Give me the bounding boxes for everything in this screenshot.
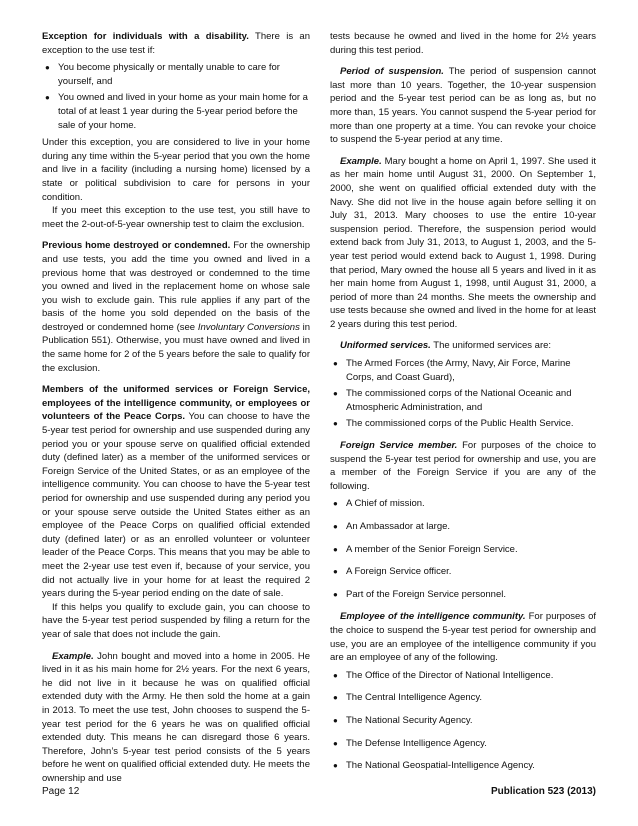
list-item: ● The Defense Intelligence Agency. [330,737,596,751]
members-para2: If this helps you qualify to exclude gain, you can choose to have the 5-year test period suspended by filing a return for the year of sale that does not include the gain. [42,601,310,640]
exception-heading: Exception for individuals with a disability. [42,31,249,42]
intel-text: For purposes of the choice to suspend the 5-year test period for ownership and use, you are an employee of the intelligence community if you are an employee of any of the following. [330,611,596,664]
list-item: ● The commissioned corps of the Public Health Service. [330,417,596,431]
mary-example-text: Mary bought a home on April 1, 1997. She used it as her main home until August 31, 2000. On September 1, 2000, she went on qualified official extended duty with the Navy. She did not live in the house again before selling it on July 31, 2013. Mary chooses to use the entire 10-year suspension period. Therefore, the suspension period would extend back from July 31, 2013, to August 1, 2003, and the 5-year test period would extend back to August 1, 1998. During that period, Mary owned the house all 5 years and lived in it as her main home from August 1, 1998, until August 31, 2000, a period of more than 24 months. She meets the ownership and use tests because she owned and lived in the home for at least 2 years during this test period. [330,155,596,330]
list-item: ● A member of the Senior Foreign Service. [330,543,596,557]
previous-home-paragraph [42,239,310,375]
list-item: ● You become physically or mentally unable to care for yourself, and [42,61,310,88]
period-paragraph [330,65,596,147]
period-text: The period of suspension cannot last more than 10 years. Together, the 10-year suspension period and the 5-year test period can be as long as, but no more than, 15 years. You cannot suspend the 5-year period for more than one property at a time. You can revoke your choice to suspend the 5-year period at any time. [330,66,596,146]
foreign-heading: Foreign Service member. [340,440,458,452]
list-item: ● An Ambassador at large. [330,520,596,534]
mary-example [330,155,596,332]
involuntary-conversions-ref: Involuntary Conversions [197,321,300,333]
list-item: ● The commissioned corps of the National Oceanic and Atmospheric Administration, and [330,387,596,414]
intel-heading: Employee of the intelligence community. [340,611,526,623]
foreign-text: For purposes of the choice to suspend the 5-year test period for ownership and use, you are a member of the Foreign Service if you are any of the following. [330,440,596,492]
uniformed-paragraph [330,339,596,353]
list-item: ● The National Geospatial-Intelligence Agency. [330,759,596,773]
list-item: ● You owned and lived in your home as your main home for a total of at least 1 year during the 5-year period before the sale of your home. [42,91,310,132]
members-paragraph [42,383,310,601]
members-heading: Members of the uniformed services or Foreign Service, employees of the intelligence community, or employees or volunteers of the Peace Corps. [42,384,310,423]
list-item: ● A Foreign Service officer. [330,565,596,579]
uniformed-heading: Uniformed services. [340,340,431,352]
john-example-text: John bought and moved into a home in 2005. He lived in it as his main home for 2½ years. For the next 6 years, he did not live in it because he was on qualified official extended duty with the Army. He then sold the home at a gain in 2013. To meet the use test, John chooses to suspend the 5-year test period for the 6 years he was on qualified official extended duty. This means he can disregard those 6 years. Therefore, John’s 5-year test period consists of the 5 years before he went on qualified official extended duty. He meets the ownership and use [42,650,310,784]
continued-text: tests because he owned and lived in the home for 2½ years during this test period. [330,31,596,56]
list-item: ● The National Security Agency. [330,714,596,728]
list-item: ● The Central Intelligence Agency. [330,691,596,705]
previous-home-text1: For the ownership and use tests, you add the time you owned and lived in a previous home that was destroyed or condemned to the time you owned and lived in the replacement home on whose sale you wish to exclude gain. This rule applies if any part of the basis of the home you sold depended on the basis of the destroyed or condemned home (see [42,240,310,333]
period-heading: Period of suspension. [340,66,444,78]
previous-home-heading: Previous home destroyed or condemned. [42,240,231,252]
right-column [330,30,596,782]
list-item: ● A Chief of mission. [330,497,596,511]
exception-para2: Under this exception, you are considered to live in your home during any time within the 5-year period that you own the home and live in a facility (including a nursing home) licensed by a state or political subdivision to care for persons in your condition. [42,137,310,203]
john-example-label: Example. [52,650,94,662]
intel-list [330,669,596,773]
uniformed-text: The uniformed services are: [430,340,552,352]
uniformed-list [330,357,596,431]
previous-home-text2: in Publication 551). Otherwise, you must have owned and lived in the same home for 2 of the 5 years before the sale to qualify for the exclusion. [42,321,310,374]
list-item: ● The Office of the Director of National Intelligence. [330,669,596,683]
page-number: Page 12 [42,786,80,797]
mary-example-label: Example. [340,155,382,167]
exception-paragraph [42,30,310,57]
exception-text: There is an exception to the use test if: [42,31,310,56]
publication-title: Publication 523 (2013) [490,786,596,797]
john-example [42,650,310,786]
members-text: You can choose to have the 5-year test period for ownership and use suspended during any period you or your spouse serve on qualified official extended duty (defined later) as a member of the uniformed services or Foreign Service of the United States, or as an employee of the intelligence community. You can choose to have the 5-year test period for ownership and use suspended during any period you or your spouse serve outside the United States either as an employee of the Peace Corps on qualified official extended duty (defined later) or as an enrolled volunteer or volunteer leader of the Peace Corps. This means that you may be able to meet the 2-year use test even if, because of your service, you did not actually live in your home for at least the required 2 years during the 5-year period ending on the date of sale. [42,411,310,600]
foreign-paragraph [330,439,596,493]
list-item: ● The Armed Forces (the Army, Navy, Air Force, Marine Corps, and Coast Guard), [330,357,596,384]
intel-paragraph [330,610,596,664]
exception-list [42,61,310,132]
left-column [42,30,310,785]
exception-para3: If you meet this exception to the use test, you still have to meet the 2-out-of-5-year ownership test to claim the exclusion. [42,205,310,230]
list-item: ● Part of the Foreign Service personnel. [330,588,596,602]
foreign-list [330,497,596,601]
